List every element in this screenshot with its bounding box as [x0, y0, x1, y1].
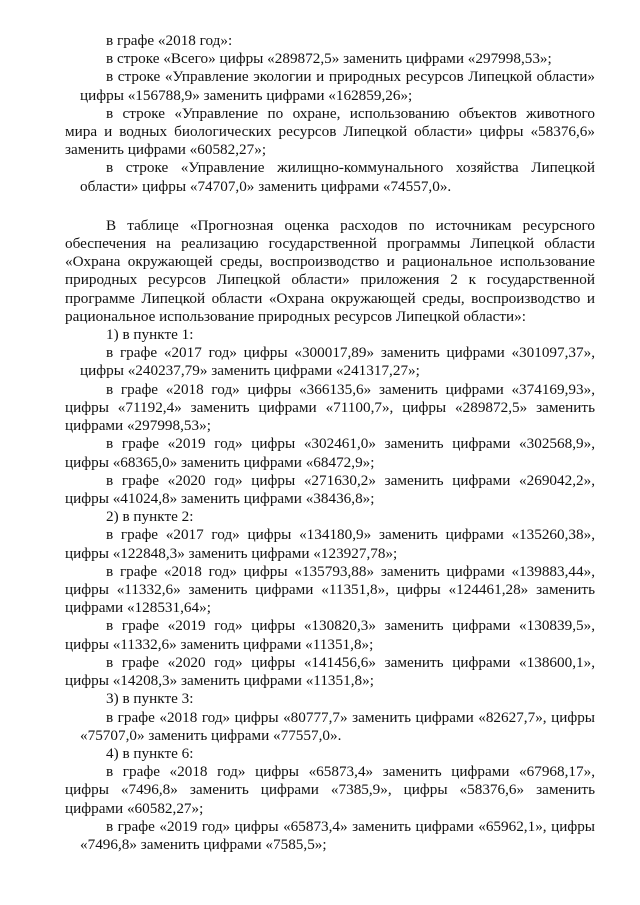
text-line: в графе «2018 год» цифры «135793,88» заменить цифрами «139883,44», — [106, 563, 595, 580]
text-line: цифры «156788,9» заменить цифрами «162859,26»; — [80, 87, 413, 104]
text-line: 4) в пункте 6: — [106, 745, 194, 762]
text-line: в графе «2019 год» цифры «130820,3» заменить цифрами «130839,5», — [106, 617, 595, 634]
text-line: в графе «2020 год» цифры «271630,2» заменить цифрами «269042,2», — [106, 472, 595, 489]
text-line: цифры «71192,4» заменить цифрами «71100,7», цифры «289872,5» заменить — [65, 399, 595, 416]
text-line: цифрами «297998,53»; — [65, 417, 211, 434]
text-line: 1) в пункте 1: — [106, 326, 194, 343]
text-line: в графе «2018 год» цифры «80777,7» заменить цифрами «82627,7», цифры — [106, 709, 595, 726]
text-line: в строке «Управление жилищно-коммунального хозяйства Липецкой — [106, 159, 595, 176]
text-line: в графе «2017 год» цифры «134180,9» заменить цифрами «135260,38», — [106, 526, 595, 543]
text-line: цифры «11332,6» заменить цифрами «11351,8», цифры «124461,28» заменить — [65, 581, 595, 598]
text-line: в строке «Управление по охране, использованию объектов животного — [106, 105, 595, 122]
text-line: цифрами «128531,64»; — [65, 599, 211, 616]
text-line: заменить цифрами «60582,27»; — [65, 141, 267, 158]
text-line: в графе «2018 год» цифры «366135,6» заменить цифрами «374169,93», — [106, 381, 595, 398]
text-line: в графе «2018 год» цифры «65873,4» заменить цифрами «67968,17», — [106, 763, 595, 780]
text-line: «7496,8» заменить цифрами «7585,5»; — [80, 836, 327, 853]
text-line: 3) в пункте 3: — [106, 690, 194, 707]
text-line: рациональное использование природных ресурсов Липецкой области»: — [65, 308, 526, 325]
text-line: 2) в пункте 2: — [106, 508, 194, 525]
text-line: природных ресурсов Липецкой области» приложения 2 к государственной — [65, 271, 595, 288]
text-line: в графе «2020 год» цифры «141456,6» заменить цифрами «138600,1», — [106, 654, 595, 671]
text-line: В таблице «Прогнозная оценка расходов по источникам ресурсного — [106, 217, 595, 234]
text-line: в графе «2019 год» цифры «302461,0» заменить цифрами «302568,9», — [106, 435, 595, 452]
text-line: цифры «14208,3» заменить цифрами «11351,8»; — [65, 672, 374, 689]
text-line: в графе «2018 год»: — [106, 32, 233, 49]
text-line: «75707,0» заменить цифрами «77557,0». — [80, 727, 342, 744]
text-line: «Охрана окружающей среды, воспроизводство и рациональное использование — [65, 253, 595, 270]
text-line: цифры «7496,8» заменить цифрами «7385,9», цифры «58376,6» заменить — [65, 781, 595, 798]
text-line: цифрами «60582,27»; — [65, 800, 204, 817]
text-line: программе Липецкой области «Охрана окружающей среды, воспроизводство и — [65, 290, 595, 307]
text-line: в строке «Всего» цифры «289872,5» заменить цифрами «297998,53»; — [106, 50, 552, 67]
text-line: цифры «240237,79» заменить цифрами «241317,27»; — [80, 362, 420, 379]
text-line: области» цифры «74707,0» заменить цифрами «74557,0». — [80, 178, 452, 195]
text-line: цифры «122848,3» заменить цифрами «123927,78»; — [65, 545, 398, 562]
text-line: цифры «11332,6» заменить цифрами «11351,8»; — [65, 636, 374, 653]
text-line: мира и водных биологических ресурсов Липецкой области» цифры «58376,6» — [65, 123, 595, 140]
text-line: цифры «41024,8» заменить цифрами «38436,8»; — [65, 490, 375, 507]
text-line: в графе «2019 год» цифры «65873,4» заменить цифрами «65962,1», цифры — [106, 818, 595, 835]
text-line: цифры «68365,0» заменить цифрами «68472,9»; — [65, 454, 375, 471]
text-line: в графе «2017 год» цифры «300017,89» заменить цифрами «301097,37», — [106, 344, 595, 361]
text-line: обеспечения на реализацию государственной программы Липецкой области — [65, 235, 595, 252]
text-line: в строке «Управление экологии и природных ресурсов Липецкой области» — [106, 68, 595, 85]
